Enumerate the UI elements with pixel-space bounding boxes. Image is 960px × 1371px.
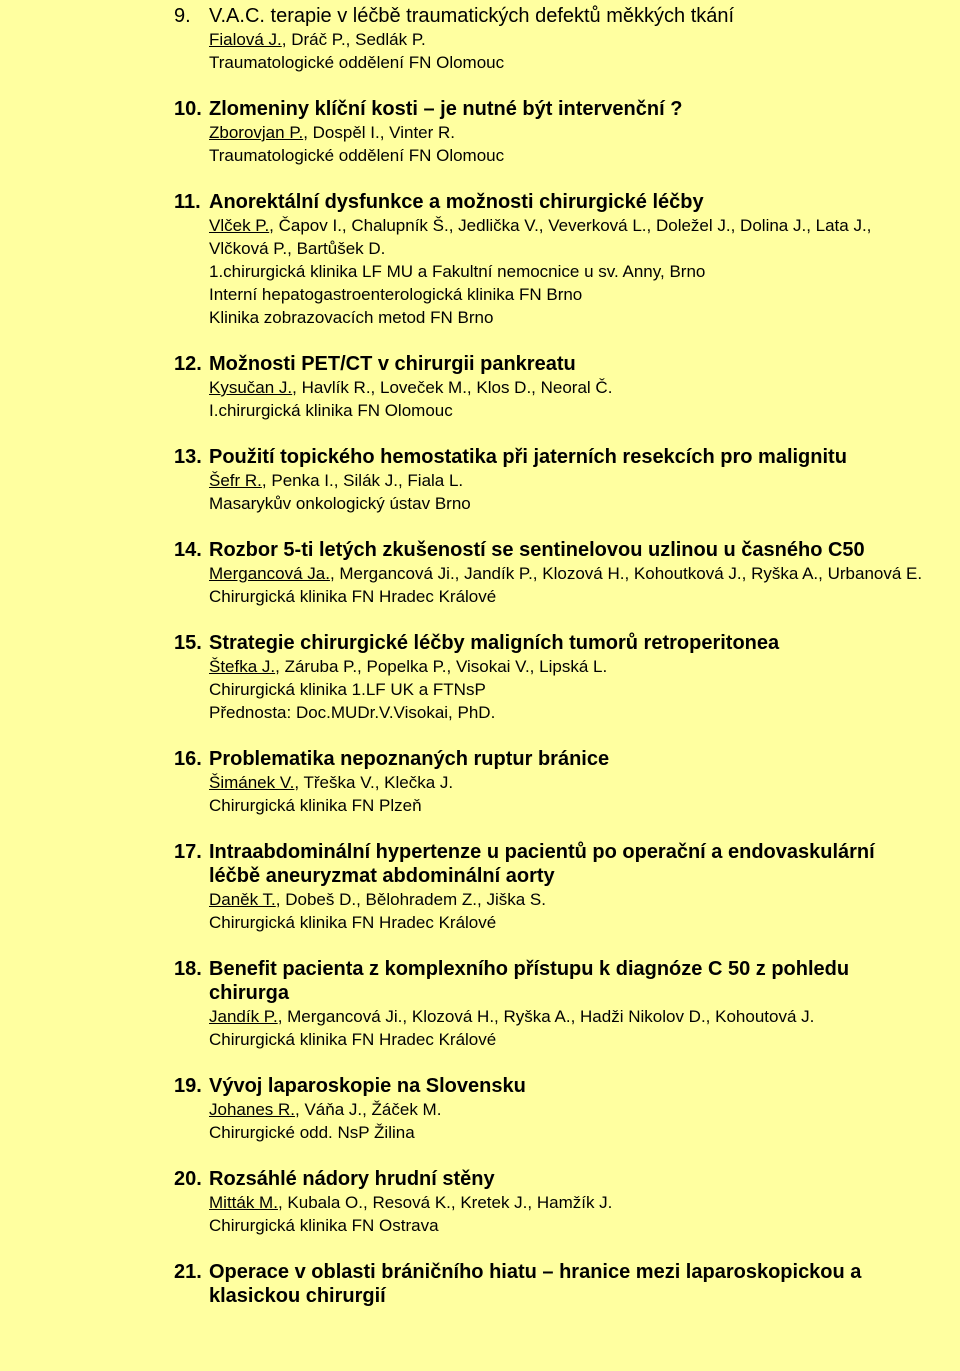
entry-department: Chirurgické odd. NsP Žilina bbox=[209, 1123, 415, 1142]
entries-list bbox=[174, 4, 930, 1308]
list-item bbox=[174, 1074, 930, 1144]
other-authors: , Váňa J., Žáček M. bbox=[295, 1100, 442, 1119]
list-item bbox=[174, 840, 930, 934]
entry-spacer bbox=[174, 167, 930, 190]
entry-spacer bbox=[174, 1144, 930, 1167]
entry-authors bbox=[209, 376, 930, 399]
entry-authors bbox=[209, 1098, 930, 1121]
list-item bbox=[174, 97, 930, 167]
entry-spacer bbox=[174, 608, 930, 631]
entry-department: 1.chirurgická klinika LF MU a Fakultní nemocnice u sv. Anny, Brno bbox=[209, 262, 706, 281]
entry-spacer bbox=[174, 74, 930, 97]
entry-spacer bbox=[174, 724, 930, 747]
entry-department: Chirurgická klinika FN Hradec Králové bbox=[209, 1030, 497, 1049]
entry-title: Benefit pacienta z komplexního přístupu k diagnóze C 50 z pohledu chirurga bbox=[209, 958, 850, 1004]
other-authors: , Záruba P., Popelka P., Visokai V., Lipská L. bbox=[275, 657, 608, 676]
entry-number: 9. bbox=[174, 5, 191, 27]
entry-department: Traumatologické oddělení FN Olomouc bbox=[209, 53, 505, 72]
entry-authors bbox=[209, 469, 930, 492]
first-author: Mitták M. bbox=[209, 1193, 278, 1212]
entry-authors bbox=[209, 562, 930, 585]
other-authors: , Dráč P., Sedlák P. bbox=[281, 30, 426, 49]
entry-number: 12. bbox=[174, 353, 202, 375]
list-item bbox=[174, 631, 930, 724]
entry-department: Masarykův onkologický ústav Brno bbox=[209, 494, 471, 513]
entry-authors bbox=[209, 214, 930, 260]
entry-number: 21. bbox=[174, 1261, 202, 1283]
list-item bbox=[174, 352, 930, 422]
entry-spacer bbox=[174, 1237, 930, 1260]
entry-department: Interní hepatogastroenterologická klinika FN Brno bbox=[209, 285, 583, 304]
list-item bbox=[174, 1167, 930, 1237]
entry-authors bbox=[209, 1005, 930, 1028]
first-author: Šimánek V. bbox=[209, 773, 295, 792]
entry-title: Intraabdominální hypertenze u pacientů po operační a endovaskulární léčbě aneuryzmat abdominální aorty bbox=[209, 841, 875, 887]
entry-spacer bbox=[174, 515, 930, 538]
entry-number: 11. bbox=[174, 191, 201, 213]
entry-title: Rozbor 5-ti letých zkušeností se sentinelovou uzlinou u časného C50 bbox=[209, 539, 865, 561]
list-item bbox=[174, 1260, 930, 1308]
entry-title: Zlomeniny klíční kosti – je nutné být intervenční ? bbox=[209, 98, 683, 120]
other-authors: , Čapov I., Chalupník Š., Jedlička V., Veverková L., Doležel J., Dolina J., Lata J., Vlčková P., Bartůšek D. bbox=[209, 216, 872, 258]
other-authors: , Mergancová Ji., Jandík P., Klozová H., Kohoutková J., Ryška A., Urbanová E. bbox=[329, 564, 923, 583]
first-author: Jandík P. bbox=[209, 1007, 278, 1026]
entry-department: Chirurgická klinika 1.LF UK a FTNsP bbox=[209, 680, 486, 699]
first-author: Šefr R. bbox=[209, 471, 262, 490]
entry-title: Strategie chirurgické léčby maligních tumorů retroperitonea bbox=[209, 632, 780, 654]
entry-department: Přednosta: Doc.MUDr.V.Visokai, PhD. bbox=[209, 703, 496, 722]
first-author: Kysučan J. bbox=[209, 378, 293, 397]
other-authors: , Mergancová Ji., Klozová H., Ryška A., Hadži Nikolov D., Kohoutová J. bbox=[277, 1007, 815, 1026]
first-author: Mergancová Ja. bbox=[209, 564, 330, 583]
entry-authors bbox=[209, 655, 930, 678]
entry-authors bbox=[209, 888, 930, 911]
entry-title: Anorektální dysfunkce a možnosti chirurgické léčby bbox=[209, 191, 704, 213]
list-item bbox=[174, 538, 930, 608]
first-author: Vlček P. bbox=[209, 216, 270, 235]
entry-number: 17. bbox=[174, 841, 202, 863]
entry-authors bbox=[209, 771, 930, 794]
list-item bbox=[174, 4, 930, 74]
entry-title: Rozsáhlé nádory hrudní stěny bbox=[209, 1168, 495, 1190]
entry-spacer bbox=[174, 422, 930, 445]
entry-department: I.chirurgická klinika FN Olomouc bbox=[209, 401, 453, 420]
entry-department: Traumatologické oddělení FN Olomouc bbox=[209, 146, 505, 165]
list-item bbox=[174, 747, 930, 817]
entry-number: 15. bbox=[174, 632, 202, 654]
entry-spacer bbox=[174, 817, 930, 840]
first-author: Zborovjan P. bbox=[209, 123, 304, 142]
first-author: Johanes R. bbox=[209, 1100, 295, 1119]
list-item bbox=[174, 445, 930, 515]
entry-title: Vývoj laparoskopie na Slovensku bbox=[209, 1075, 526, 1097]
entry-authors bbox=[209, 1191, 930, 1214]
first-author: Štefka J. bbox=[209, 657, 276, 676]
entry-number: 13. bbox=[174, 446, 202, 468]
entry-title: Použití topického hemostatika při jaterních resekcích pro malignitu bbox=[209, 446, 847, 468]
entry-title: Možnosti PET/CT v chirurgii pankreatu bbox=[209, 353, 576, 375]
entry-spacer bbox=[174, 1051, 930, 1074]
entry-number: 19. bbox=[174, 1075, 202, 1097]
other-authors: , Havlík R., Loveček M., Klos D., Neoral Č. bbox=[292, 378, 613, 397]
other-authors: , Dobeš D., Bělohradem Z., Jiška S. bbox=[275, 890, 546, 909]
first-author: Fialová J. bbox=[209, 30, 282, 49]
entry-department: Chirurgická klinika FN Hradec Králové bbox=[209, 913, 497, 932]
entry-spacer bbox=[174, 934, 930, 957]
entry-number: 16. bbox=[174, 748, 202, 770]
entry-title: Operace v oblasti bráničního hiatu – hranice mezi laparoskopickou a klasickou chirurgií bbox=[209, 1261, 862, 1307]
other-authors: , Třeška V., Klečka J. bbox=[294, 773, 454, 792]
entry-department: Chirurgická klinika FN Hradec Králové bbox=[209, 587, 497, 606]
entry-department: Chirurgická klinika FN Plzeň bbox=[209, 796, 422, 815]
first-author: Daněk T. bbox=[209, 890, 276, 909]
other-authors: , Dospěl I., Vinter R. bbox=[303, 123, 456, 142]
entry-title: Problematika nepoznaných ruptur bránice bbox=[209, 748, 610, 770]
entry-department: Chirurgická klinika FN Ostrava bbox=[209, 1216, 439, 1235]
entry-authors bbox=[209, 28, 930, 51]
entry-spacer bbox=[174, 329, 930, 352]
entry-title: V.A.C. terapie v léčbě traumatických defektů měkkých tkání bbox=[209, 5, 735, 27]
entry-number: 10. bbox=[174, 98, 202, 120]
entry-number: 18. bbox=[174, 958, 202, 980]
entry-authors bbox=[209, 121, 930, 144]
entry-number: 20. bbox=[174, 1168, 202, 1190]
entry-department: Klinika zobrazovacích metod FN Brno bbox=[209, 308, 494, 327]
entry-number: 14. bbox=[174, 539, 202, 561]
other-authors: , Penka I., Silák J., Fiala L. bbox=[261, 471, 464, 490]
list-item bbox=[174, 190, 930, 329]
other-authors: , Kubala O., Resová K., Kretek J., Hamžík J. bbox=[277, 1193, 613, 1212]
list-item bbox=[174, 957, 930, 1051]
